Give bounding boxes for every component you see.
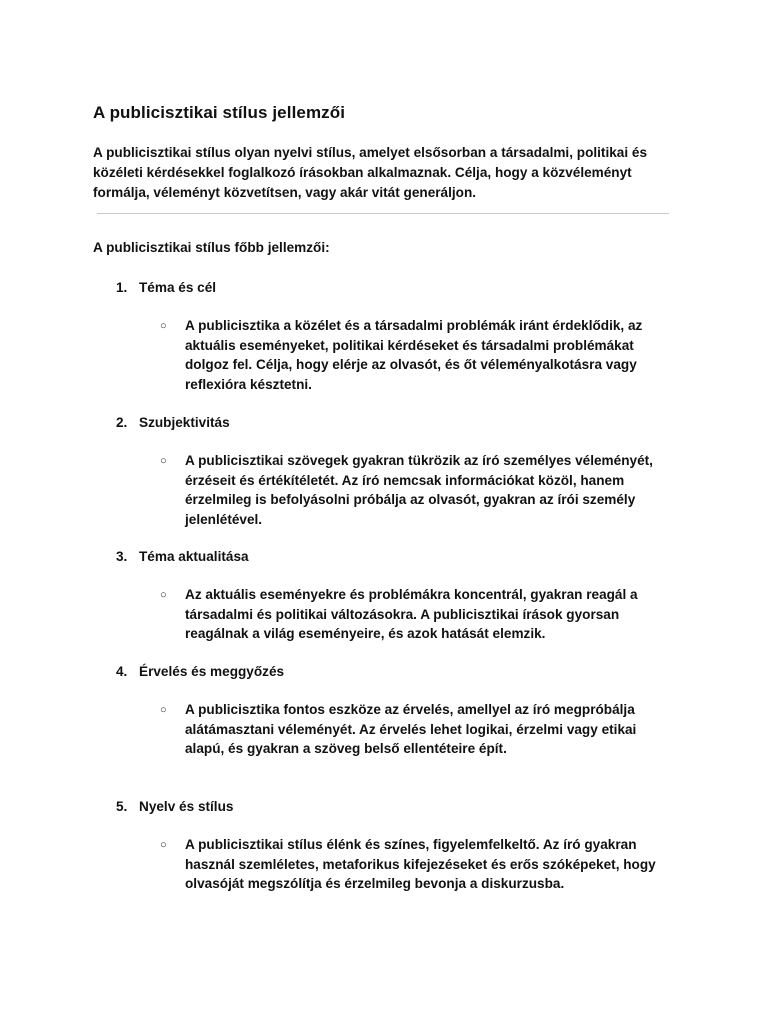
list-body-text: A publicisztikai szövegek gyakran tükrözik az író személyes véleményét, érzéseit és értékítéletét. Az író nemcsak információkat közöl, hanem érzelmileg is befolyásolni próbálja az olvasót, gyakran az írói személy jelenlétével. [185,453,653,527]
list-heading: Szubjektivitás [139,415,230,430]
bullet-circle-icon: ○ [160,839,167,851]
list-heading: Téma és cél [139,280,217,295]
list-number: 5. [116,799,128,814]
horizontal-divider [97,213,669,214]
list-heading: Téma aktualitása [139,549,249,564]
bullet-circle-icon: ○ [160,455,167,467]
list-heading: Érvelés és meggyőzés [139,664,285,679]
list-body-text: A publicisztika fontos eszköze az érvelés, amellyel az író megpróbálja alátámasztani véleményét. Az érvelés lehet logikai, érzelmi vagy etikai alapú, és gyakran a szöveg belső ellentéteire épít. [185,702,637,756]
document-title: A publicisztikai stílus jellemzői [93,103,346,122]
list-body-text: Az aktuális eseményekre és problémákra koncentrál, gyakran reagál a társadalmi és politikai változásokra. A publicisztikai írások gyorsan reagálnak a világ eseményeire, és azok hatását elemzik. [185,587,638,641]
list-body-text: A publicisztika a közélet és a társadalmi problémák iránt érdeklődik, az aktuális eseményeket, politikai kérdéseket és társadalmi problémákat dolgoz fel. Célja, hogy elérje az olvasót, és őt véleményalkotásra vagy reflexióra késztetni. [185,318,643,392]
list-number: 1. [116,280,128,295]
section-subheading: A publicisztikai stílus főbb jellemzői: [93,240,330,255]
bullet-circle-icon: ○ [160,589,167,601]
list-body-text: A publicisztikai stílus élénk és színes, figyelemfelkeltő. Az író gyakran használ szemléletes, metaforikus kifejezéseket és erős szóképeket, hogy olvasóját megszólítja és érzelmileg bevonja a diskurzusba. [185,837,656,891]
list-number: 2. [116,415,128,430]
list-number: 3. [116,549,128,564]
bullet-circle-icon: ○ [160,704,167,716]
list-heading: Nyelv és stílus [139,799,234,814]
bullet-circle-icon: ○ [160,320,167,332]
list-number: 4. [116,664,128,679]
intro-paragraph: A publicisztikai stílus olyan nyelvi stílus, amelyet elsősorban a társadalmi, politikai és közéleti kérdésekkel foglalkozó írásokban alkalmaznak. Célja, hogy a közvéleményt formálja, véleményt közvetítsen, vagy akár vitát generáljon. [93,145,648,200]
